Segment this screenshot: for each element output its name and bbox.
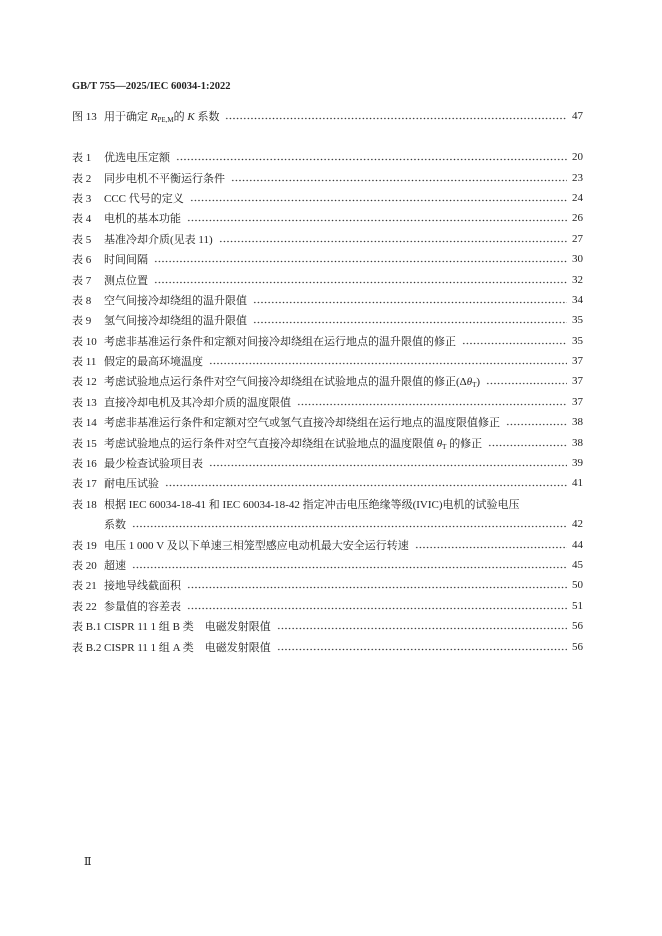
entry-title bbox=[104, 251, 148, 267]
dot-leader bbox=[415, 546, 567, 549]
entry-page-number: 41 bbox=[572, 477, 583, 490]
title-text: CCC 代号的定义 bbox=[104, 192, 184, 205]
entry-label: 表 17 bbox=[72, 478, 97, 491]
dot-leader bbox=[219, 240, 567, 243]
entry-page-number: 51 bbox=[572, 599, 583, 612]
title-text: 直接冷却电机及其冷却介质的温度限值 bbox=[104, 396, 291, 409]
dot-leader bbox=[154, 260, 567, 263]
entry-page-number: 42 bbox=[572, 518, 583, 531]
title-text: CISPR 11 1 组 B 类 电磁发射限值 bbox=[104, 621, 271, 634]
dot-leader bbox=[225, 117, 567, 120]
dot-leader bbox=[165, 484, 567, 487]
entry-title bbox=[104, 496, 520, 512]
title-text: 超速 bbox=[104, 560, 126, 572]
entry-label: 表 B.1 bbox=[72, 621, 102, 634]
toc-entry-table[interactable] bbox=[72, 534, 583, 554]
entry-label: 表 6 bbox=[72, 254, 92, 267]
toc-entry-table[interactable] bbox=[72, 412, 583, 432]
title-text: 时间间隔 bbox=[104, 254, 148, 267]
dot-leader bbox=[190, 199, 567, 202]
entry-title-continuation bbox=[104, 516, 126, 532]
title-text: 空气间接冷却绕组的温升限值 bbox=[104, 294, 247, 307]
title-italic-symbol: R bbox=[150, 111, 158, 124]
entry-label: 表 2 bbox=[72, 172, 92, 185]
toc-entry-table[interactable] bbox=[72, 432, 583, 452]
entry-label: 表 16 bbox=[72, 458, 97, 471]
dot-leader bbox=[132, 525, 567, 528]
dot-leader bbox=[187, 586, 567, 589]
entry-label: 表 1 bbox=[72, 152, 92, 165]
title-text: CISPR 11 1 组 A 类 电磁发射限值 bbox=[104, 641, 271, 654]
entry-page-number: 45 bbox=[572, 559, 583, 571]
title-text: 假定的最高环境温度 bbox=[104, 356, 203, 369]
dot-leader bbox=[253, 321, 567, 324]
toc-entry-table-continuation[interactable] bbox=[72, 514, 583, 534]
title-text: 根据 IEC 60034-18-41 和 IEC 60034-18-42 指定冲击电压绝缘等级(IVIC)电机的试验电压 bbox=[104, 498, 520, 511]
entry-page-number: 27 bbox=[572, 232, 583, 245]
toc-entry-table[interactable] bbox=[72, 229, 583, 249]
title-text: 的 bbox=[173, 111, 188, 124]
entry-label: 表 12 bbox=[72, 376, 97, 389]
title-text: 耐电压试验 bbox=[104, 478, 159, 491]
dot-leader bbox=[187, 219, 567, 222]
dot-leader bbox=[277, 627, 567, 630]
toc-entry-table[interactable] bbox=[72, 269, 583, 289]
entry-page-number: 24 bbox=[572, 191, 583, 204]
entry-title bbox=[104, 333, 456, 349]
title-subscript: PE,M bbox=[157, 116, 174, 125]
toc-entry-table[interactable] bbox=[72, 494, 583, 514]
title-text: 考虑试验地点运行条件对空气间接冷却绕组在试验地点的温升限值的修正(Δ bbox=[104, 376, 467, 389]
entry-title bbox=[104, 618, 271, 634]
title-italic-symbol: K bbox=[187, 111, 195, 124]
entry-page-number: 34 bbox=[572, 293, 583, 306]
title-text: 系数 bbox=[194, 111, 220, 124]
title-subscript: T bbox=[472, 381, 477, 390]
title-text: 基准冷却介质(见表 11) bbox=[104, 233, 213, 246]
entry-title bbox=[104, 373, 480, 389]
dot-leader bbox=[462, 342, 567, 345]
title-text: 考虑试验地点的运行条件对空气直接冷却绕组在试验地点的温度限值 bbox=[104, 437, 437, 450]
title-text: 测点位置 bbox=[104, 274, 148, 287]
entry-page-number: 26 bbox=[572, 212, 583, 225]
entry-title bbox=[104, 353, 203, 369]
entry-label: 表 15 bbox=[72, 437, 97, 450]
entry-page-number: 44 bbox=[572, 538, 583, 551]
entry-page-number: 35 bbox=[572, 314, 583, 327]
title-text: 用于确定 bbox=[104, 111, 151, 124]
standard-code-header: GB/T 755—2025/IEC 60034-1:2022 bbox=[72, 81, 231, 92]
title-text: 的修正 bbox=[446, 437, 483, 450]
entry-label: 表 11 bbox=[72, 356, 97, 369]
entry-title bbox=[104, 394, 291, 410]
title-text: 同步电机不平衡运行条件 bbox=[104, 172, 225, 185]
entry-title bbox=[104, 108, 219, 124]
title-text: 参量值的容差表 bbox=[104, 600, 181, 613]
entry-label: 表 4 bbox=[72, 213, 92, 226]
dot-leader bbox=[132, 566, 567, 569]
title-italic-symbol: θ bbox=[466, 376, 473, 389]
entry-page-number: 30 bbox=[572, 253, 583, 266]
dot-leader bbox=[231, 179, 567, 182]
dot-leader bbox=[506, 423, 567, 426]
entry-title bbox=[104, 210, 181, 226]
title-text: 电压 1 000 V 及以下单速三相笼型感应电动机最大安全运行转速 bbox=[104, 539, 409, 552]
toc-entry-table[interactable] bbox=[72, 147, 583, 167]
entry-label: 表 22 bbox=[72, 600, 97, 613]
toc-entry-table[interactable] bbox=[72, 249, 583, 269]
dot-leader bbox=[176, 158, 567, 161]
entry-page-number: 47 bbox=[572, 110, 583, 123]
table-list bbox=[72, 147, 583, 657]
entry-page-number: 50 bbox=[572, 579, 583, 592]
entry-label: 表 B.2 bbox=[72, 641, 102, 654]
entry-page-number: 20 bbox=[572, 151, 583, 164]
entry-page-number: 37 bbox=[572, 355, 583, 368]
entry-title bbox=[104, 639, 271, 655]
entry-page-number: 39 bbox=[572, 457, 583, 470]
entry-page-number: 32 bbox=[572, 273, 583, 286]
entry-title bbox=[104, 475, 159, 491]
entry-label: 表 5 bbox=[72, 233, 92, 246]
title-text: 考虑非基准运行条件和定额对间接冷却绕组在运行地点的温升限值的修正 bbox=[104, 335, 456, 348]
toc-entry-table[interactable] bbox=[72, 188, 583, 208]
entry-title bbox=[104, 414, 500, 430]
title-text: 优选电压定额 bbox=[104, 152, 170, 165]
entry-label: 表 19 bbox=[72, 539, 97, 552]
title-italic-symbol: θ bbox=[436, 437, 443, 450]
toc-entry-table[interactable] bbox=[72, 616, 583, 636]
entry-title bbox=[104, 149, 170, 165]
entry-title bbox=[104, 598, 181, 614]
entry-label: 表 13 bbox=[72, 396, 97, 409]
entry-label: 表 3 bbox=[72, 192, 92, 205]
toc-entry-table[interactable] bbox=[72, 331, 583, 351]
dot-leader bbox=[297, 403, 567, 406]
entry-page-number: 38 bbox=[572, 436, 583, 449]
title-text: ) bbox=[476, 376, 481, 389]
entry-title bbox=[104, 455, 203, 471]
entry-page-number: 37 bbox=[572, 395, 583, 408]
dot-leader bbox=[209, 464, 567, 467]
entry-label: 表 20 bbox=[72, 560, 97, 572]
toc-entry-table[interactable] bbox=[72, 636, 583, 656]
toc-entry-table[interactable] bbox=[72, 371, 583, 391]
toc-entry-table[interactable] bbox=[72, 351, 583, 371]
dot-leader bbox=[486, 382, 567, 385]
entry-label: 图 13 bbox=[72, 111, 97, 124]
entry-title bbox=[104, 190, 184, 206]
dot-leader bbox=[154, 281, 567, 284]
toc-entry-table[interactable] bbox=[72, 473, 583, 493]
title-text: 考虑非基准运行条件和定额对空气或氢气直接冷却绕组在运行地点的温度限值修正 bbox=[104, 417, 500, 430]
entry-label: 表 9 bbox=[72, 315, 92, 328]
entry-page-number: 38 bbox=[572, 416, 583, 429]
entry-title bbox=[104, 312, 247, 328]
entry-title bbox=[104, 435, 482, 451]
page-number: Ⅱ bbox=[84, 856, 92, 868]
toc-entry-table[interactable] bbox=[72, 392, 583, 412]
title-text: 系数 bbox=[104, 519, 126, 532]
entry-label: 表 18 bbox=[72, 498, 97, 511]
entry-label: 表 14 bbox=[72, 417, 97, 430]
toc-entry-figure[interactable] bbox=[72, 106, 583, 126]
entry-page-number: 56 bbox=[572, 640, 583, 653]
dot-leader bbox=[209, 362, 567, 365]
toc-entry-table[interactable] bbox=[72, 555, 583, 575]
entry-label: 表 21 bbox=[72, 580, 97, 593]
entry-page-number: 23 bbox=[572, 171, 583, 184]
toc-entry-table[interactable] bbox=[72, 290, 583, 310]
entry-title bbox=[104, 557, 126, 573]
title-text: 接地导线截面积 bbox=[104, 580, 181, 593]
entry-title bbox=[104, 537, 409, 553]
entry-label: 表 7 bbox=[72, 274, 92, 287]
entry-title bbox=[104, 170, 225, 186]
toc-entry-table[interactable] bbox=[72, 167, 583, 187]
entry-page-number: 56 bbox=[572, 620, 583, 633]
dot-leader bbox=[253, 301, 567, 304]
title-subscript: T bbox=[442, 442, 447, 451]
dot-leader bbox=[187, 607, 567, 610]
entry-page-number: 35 bbox=[572, 334, 583, 347]
entry-title bbox=[104, 292, 247, 308]
entry-title bbox=[104, 272, 148, 288]
figure-list bbox=[72, 106, 583, 126]
title-text: 氢气间接冷却绕组的温升限值 bbox=[104, 315, 247, 328]
dot-leader bbox=[488, 444, 567, 447]
entry-label: 表 10 bbox=[72, 335, 97, 348]
toc-entry-table[interactable] bbox=[72, 575, 583, 595]
entry-page-number: 37 bbox=[572, 375, 583, 388]
entry-label: 表 8 bbox=[72, 294, 92, 307]
title-text: 电机的基本功能 bbox=[104, 213, 181, 226]
toc-entry-table[interactable] bbox=[72, 208, 583, 228]
entry-title bbox=[104, 577, 181, 593]
entry-title bbox=[104, 231, 213, 247]
toc-entry-table[interactable] bbox=[72, 310, 583, 330]
title-text: 最少检查试验项目表 bbox=[104, 458, 203, 471]
dot-leader bbox=[277, 648, 567, 651]
toc-entry-table[interactable] bbox=[72, 596, 583, 616]
toc-entry-table[interactable] bbox=[72, 453, 583, 473]
